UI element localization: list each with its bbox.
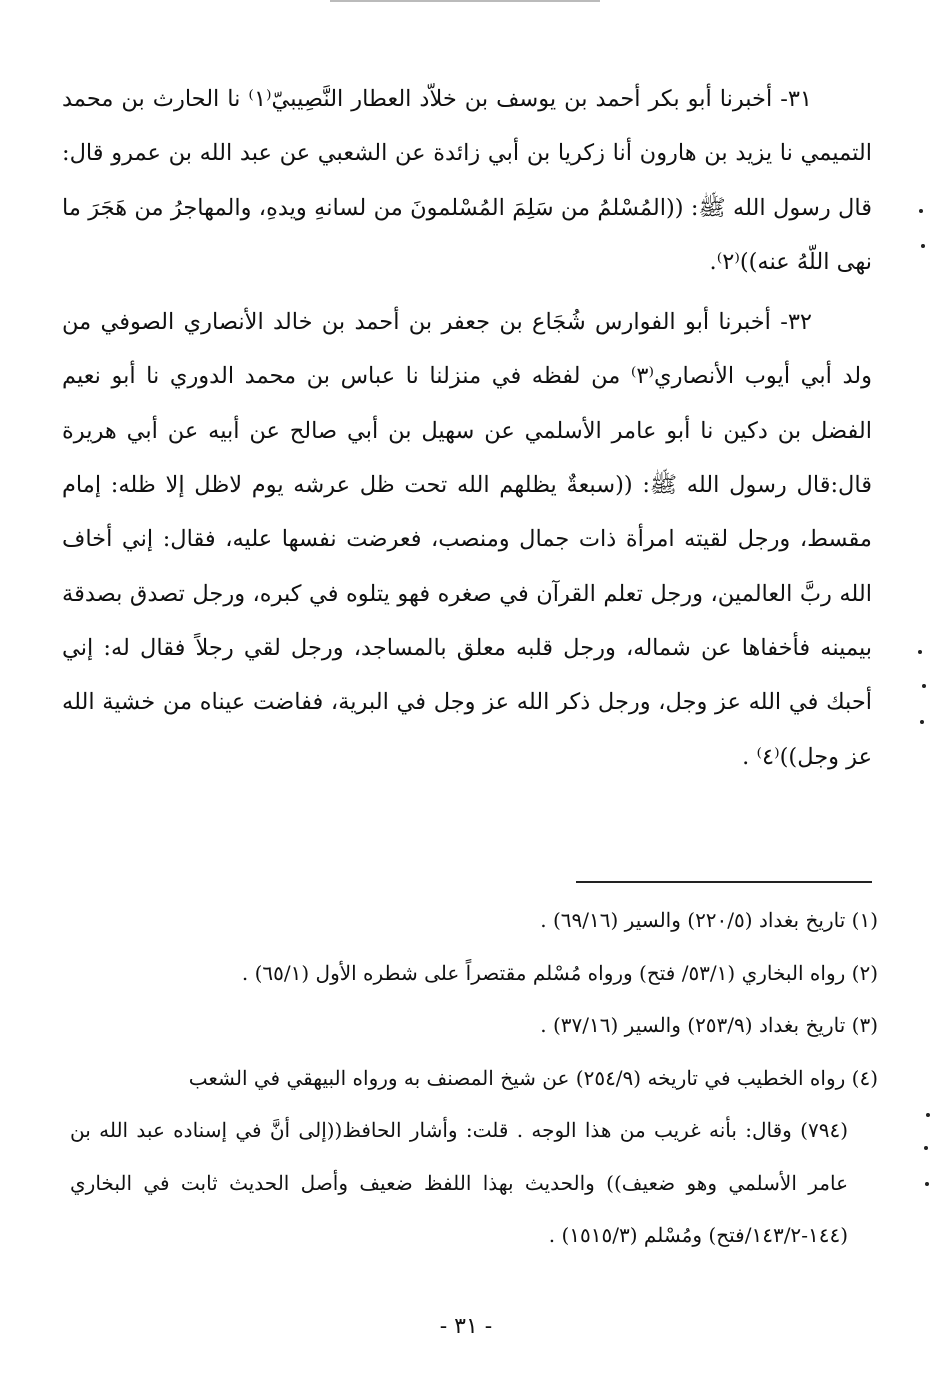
footnote-2: (٢) رواه البخاري (٥٣/١/ فتح) ورواه مُسْلم مقتصراً على شطره الأول (٦٥/١) . xyxy=(241,960,878,985)
margin-dot xyxy=(925,1182,929,1186)
margin-dot xyxy=(919,209,923,213)
main-text xyxy=(62,72,872,790)
footnote-4 xyxy=(70,1052,878,1262)
footnote-separator xyxy=(576,881,872,883)
margin-dot xyxy=(921,244,925,248)
footnote-3: (٣) تاريخ بغداد (٢٥٣/٩) والسير (٣٧/١٦) . xyxy=(540,1013,878,1037)
page-number: - ٣١ - xyxy=(439,1314,493,1339)
footnote-4-first-line: (٤) رواه الخطيب في تاريخه (٢٥٤/٩) عن شيخ المصنف به ورواه البيهقي في الشعب xyxy=(188,1065,878,1090)
margin-dot xyxy=(918,650,922,654)
margin-dot xyxy=(926,1113,930,1117)
hadith-31: ٣١- أخبرنا أبو بكر أحمد بن يوسف بن خلاّد العطار النَّصِيبيّ⁽١⁾ نا الحارث بن محمد التميمي نا يزيد بن هارون أنا زكريا بن أبي زائدة عن الشعبي عن عبد الله بن عمرو قال: قال رسول الله ﷺ: ((المُسْلمُ من سَلِمَ المُسْلمونَ من لسانهِ ويدهِ، والمهاجرُ من هَجَرَ ما نهى اللّهُ عنه))⁽٢⁾. xyxy=(62,86,872,275)
footnote-1: (١) تاريخ بغداد (٢٢٠/٥) والسير (٦٩/١٦) . xyxy=(540,908,878,932)
footnote-4-continuation: (٧٩٤) وقال: بأنه غريب من هذا الوجه . قلت: وأشار الحافظ((إلى أنَّ في إسناده عبد الله بن عامر الأسلمي وهو ضعيف)) والحديث بهذا اللفظ ضعيف وأصل الحديث ثابت في البخاري (١٤٤-١٤٣/٢/فتح) ومُسْلم (١٥١٥/٣) . xyxy=(70,1118,848,1247)
hadith-32: ٣٢- أخبرنا أبو الفوارس شُجَاع بن جعفر بن أحمد بن خالد الأنصاري الصوفي من ولد أبي أيوب الأنصاري⁽٣⁾ من لفظه في منزلنا نا عباس بن محمد الدوري نا أبو نعيم الفضل بن دكين نا أبو عامر الأسلمي عن سهيل بن أبي صالح عن أبيه عن أبي هريرة قال:قال رسول الله ﷺ: ((سبعةٌ يظلهم الله تحت ظل عرشه يوم لاظل إلا ظله: إمام مقسط، ورجل لقيته امرأة ذات جمال ومنصب، فعرضت نفسها عليه، فقال: إني أخاف الله ربَّ العالمين، ورجل تعلم القرآن في صغره فهو يتلوه في كبره، ورجل تصدق بصدقة بيمينه فأخفاها عن شماله، ورجل قلبه معلق بالمساجد، ورجل لقي رجلاً فقال له: إني أحبك في الله عز وجل، ورجل ذكر الله عز وجل في البرية، ففاضت عيناه من خشية الله عز وجل))⁽٤⁾ . xyxy=(62,309,873,770)
page-top-edge xyxy=(330,0,600,2)
margin-dot xyxy=(920,720,924,724)
footnotes xyxy=(70,894,878,1262)
margin-dot xyxy=(924,1146,928,1150)
margin-dot xyxy=(922,684,926,688)
